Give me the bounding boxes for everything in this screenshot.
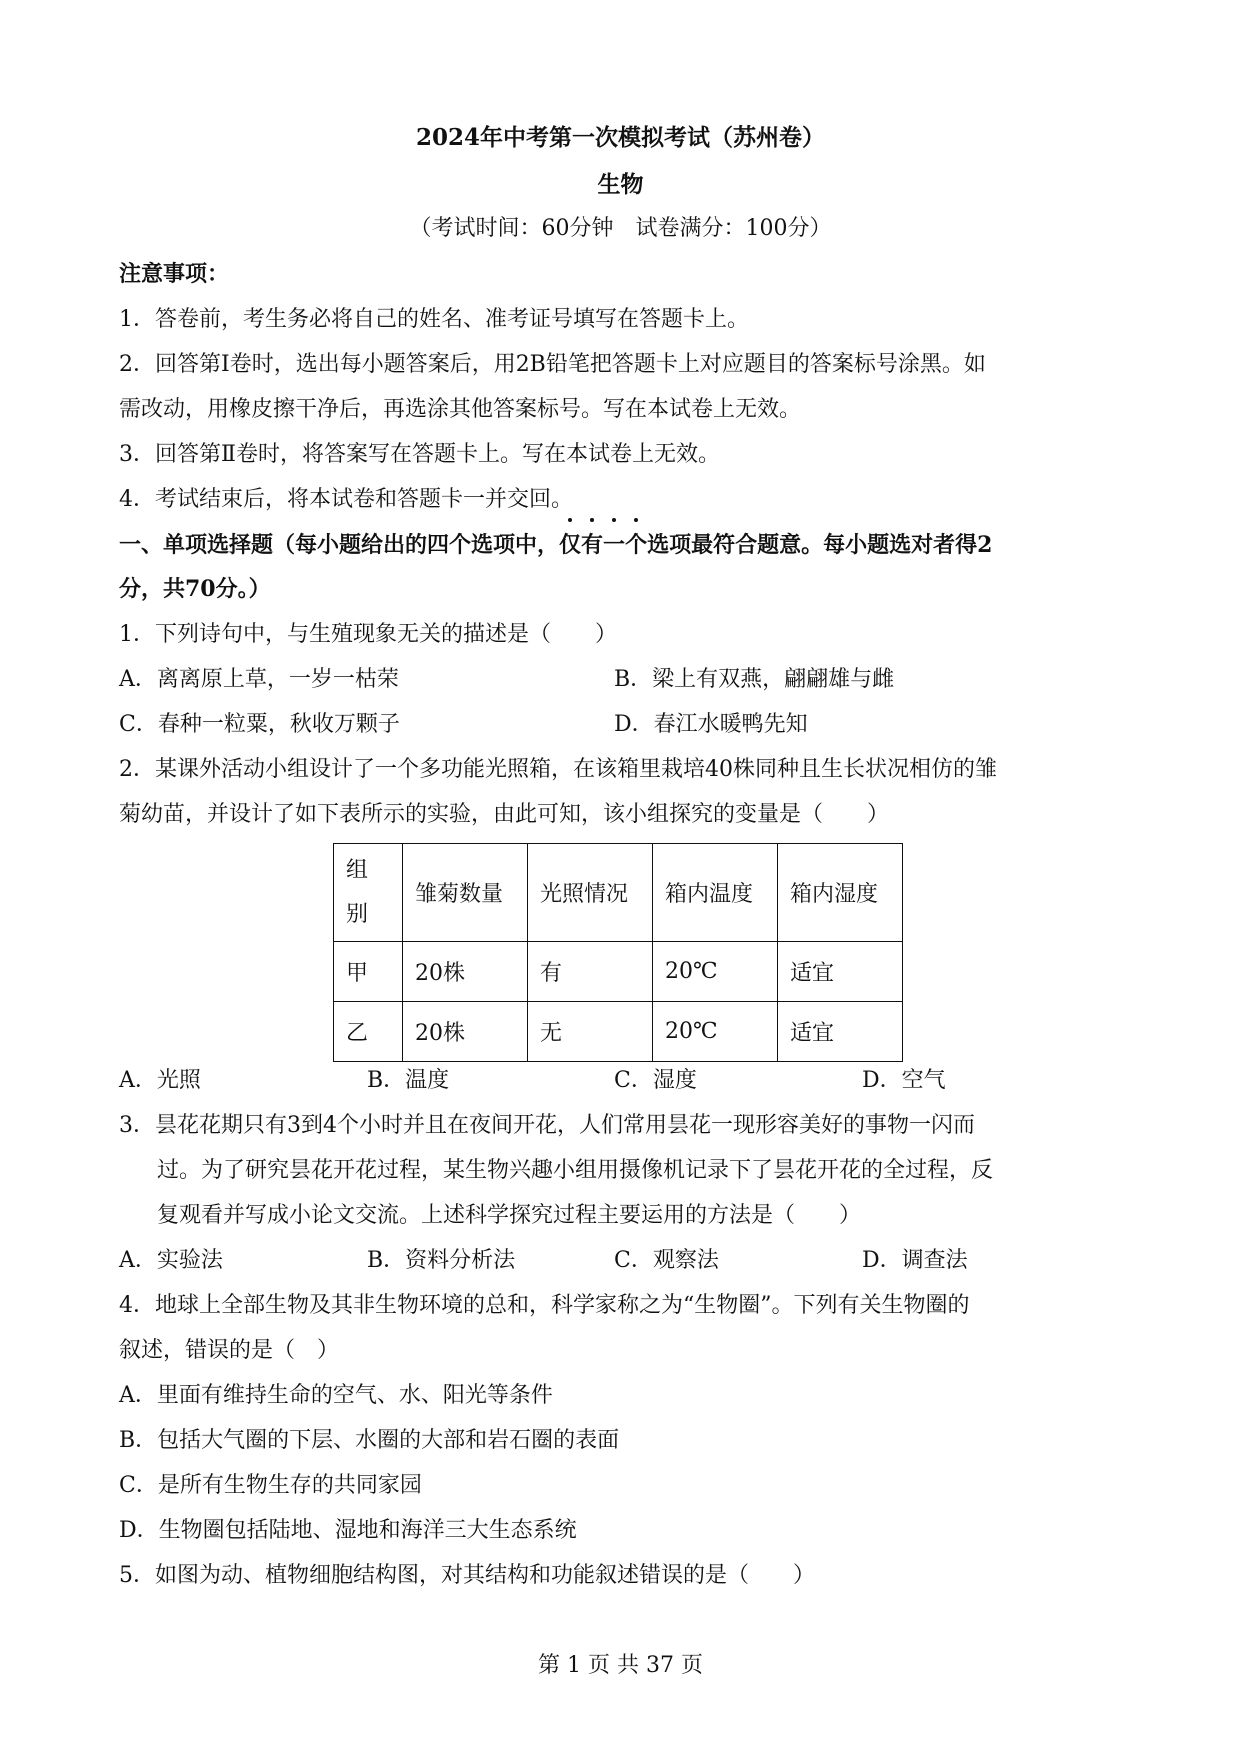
q3-option-a: A．实验法 [119, 1248, 223, 1273]
emphasis-char: 一 [603, 528, 625, 559]
question-3-stem: 3．昙花花期只有3到4个小时并且在夜间开花，人们常用昙花一现形容美好的事物一闪而 [119, 1113, 975, 1138]
notice-item: 需改动，用橡皮擦干净后，再选涂其他答案标号。写在本试卷上无效。 [119, 397, 802, 422]
exam-subject: 生物 [597, 171, 644, 198]
q3-option-c: C．观察法 [614, 1248, 719, 1273]
table-cell: 有 [528, 942, 653, 1002]
table-cell: 乙 [334, 1002, 403, 1062]
q4-option-c: C．是所有生物生存的共同家园 [119, 1473, 422, 1498]
q2-option-a: A．光照 [119, 1068, 201, 1093]
question-2-stem: 2．某课外活动小组设计了一个多功能光照箱，在该箱里栽培40株同种且生长状况相仿的雏 [119, 757, 997, 782]
question-4-stem: 4．地球上全部生物及其非生物环境的总和，科学家称之为“生物圈”。下列有关生物圈的 [119, 1293, 970, 1318]
table-cell: 20株 [403, 1002, 528, 1062]
q1-option-d: D．春江水暖鸭先知 [614, 712, 808, 737]
q2-option-c: C．湿度 [614, 1068, 697, 1093]
emphasis-char: 仅 [559, 528, 581, 559]
notice-item: 3．回答第Ⅱ卷时，将答案写在答题卡上。写在本试卷上无效。 [119, 442, 720, 467]
q1-option-b: B．梁上有双燕，翩翩雄与雌 [614, 667, 895, 692]
q4-option-d: D．生物圈包括陆地、湿地和海洋三大生态系统 [119, 1518, 577, 1543]
exam-title: 2024年中考第一次模拟考试（苏州卷） [415, 124, 825, 151]
table-row [334, 1002, 903, 1062]
table-cell: 20株 [403, 942, 528, 1002]
table-header-row [334, 844, 903, 942]
notice-heading: 注意事项： [119, 261, 230, 287]
q1-option-a: A．离离原上草，一岁一枯荣 [119, 667, 399, 692]
question-2-stem-cont: 菊幼苗，并设计了如下表所示的实验，由此可知，该小组探究的变量是（ ） [119, 802, 890, 827]
notice-item: 1．答卷前，考生务必将自己的姓名、准考证号填写在答题卡上。 [119, 307, 749, 332]
emphasis-char: 有 [581, 528, 603, 559]
q1-option-c: C．春种一粒粟，秋收万颗子 [119, 712, 400, 737]
section-heading-post: 选项最符合题意。每小题选对者得2 [647, 532, 993, 558]
emphasis-dot [590, 518, 594, 522]
q4-option-b: B．包括大气圈的下层、水圈的大部和岩石圈的表面 [119, 1428, 620, 1453]
notice-item: 2．回答第Ⅰ卷时，选出每小题答案后，用2B铅笔把答题卡上对应题目的答案标号涂黑。如 [119, 352, 986, 377]
section-heading [119, 528, 992, 559]
table-cell: 适宜 [778, 942, 903, 1002]
q3-option-b: B．资料分析法 [367, 1248, 516, 1273]
table-header-cell: 箱内温度 [653, 844, 778, 942]
table-header-cell: 雏菊数量 [403, 844, 528, 942]
table-row [334, 942, 903, 1002]
emphasis-dot [634, 518, 638, 522]
table-cell: 无 [528, 1002, 653, 1062]
q2-option-d: D．空气 [862, 1068, 946, 1093]
table-cell: 适宜 [778, 1002, 903, 1062]
table-cell: 20℃ [653, 942, 778, 1002]
question-3-stem-cont: 复观看并写成小论文交流。上述科学探究过程主要运用的方法是（ ） [157, 1203, 862, 1228]
emphasis-dot [612, 518, 616, 522]
emphasis-char: 个 [625, 528, 647, 559]
question-1-stem: 1．下列诗句中，与生殖现象无关的描述是（ ） [119, 622, 617, 647]
question-4-stem-cont: 叙述，错误的是（ ） [119, 1338, 340, 1363]
q4-option-a: A．里面有维持生命的空气、水、阳光等条件 [119, 1383, 553, 1408]
exam-info: （考试时间：60分钟 试卷满分：100分） [409, 216, 832, 241]
question-3-stem-cont: 过。为了研究昙花开花过程，某生物兴趣小组用摄像机记录下了昙花开花的全过程，反 [157, 1158, 994, 1183]
table-header-cell: 光照情况 [528, 844, 653, 942]
question-5-stem: 5．如图为动、植物细胞结构图，对其结构和功能叙述错误的是（ ） [119, 1563, 815, 1588]
table-cell: 20℃ [653, 1002, 778, 1062]
notice-item: 4．考试结束后，将本试卷和答题卡一并交回。 [119, 487, 573, 512]
experiment-table [333, 843, 903, 1062]
section-heading-pre: 一、单项选择题（每小题给出的四个选项中， [119, 532, 560, 558]
q3-option-d: D．调查法 [862, 1248, 968, 1273]
q2-option-b: B．温度 [367, 1068, 450, 1093]
page-footer: 第 1 页 共 37 页 [538, 1653, 703, 1678]
emphasis-dot [568, 518, 572, 522]
table-header-cell: 箱内湿度 [778, 844, 903, 942]
section-heading-line2: 分，共70分。） [119, 576, 271, 602]
table-header-cell: 组别 [334, 844, 403, 942]
table-cell: 甲 [334, 942, 403, 1002]
